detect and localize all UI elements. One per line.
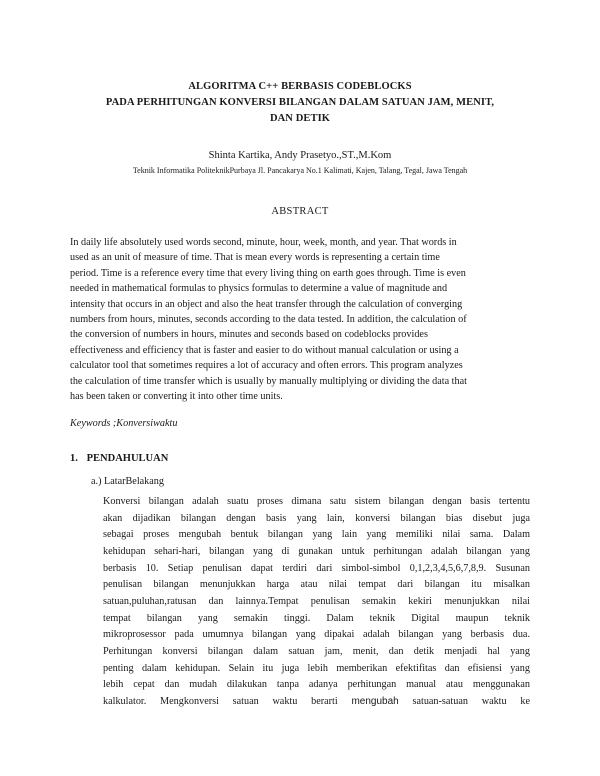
section-title: PENDAHULUAN	[86, 453, 169, 464]
title-line: PADA PERHITUNGAN KONVERSI BILANGAN DALAM SATUAN JAM, MENIT,	[105, 97, 495, 108]
abstract-line: In daily life absolutely used words second, minute, hour, week, month, and year. That words in	[70, 237, 457, 248]
abstract-body	[70, 235, 532, 404]
abstract-line: effectiveness and efficiency that is faster and easier to do without manual calculation or using a	[70, 344, 459, 356]
body-text-run-sans: mengubah	[351, 695, 399, 707]
abstract-line: needed in mathematical formulas to physics formulas to determine a value of magnitude and	[70, 283, 448, 295]
section-body	[103, 494, 530, 711]
section-number: 1.	[70, 453, 78, 464]
abstract-line: intensity that occurs in an object and also the heat transfer through the calculation of converging	[70, 298, 463, 310]
body-line-final	[103, 694, 530, 711]
body-line: Perhitungan konversi bilangan dalam satuan jam, menit, dan detik menjadi hal yang	[103, 645, 530, 657]
body-text-run: satuan-satuan waktu ke	[398, 695, 530, 707]
body-line: tempat bilangan yang semakin tinggi. Dalam teknik Digital maupun teknik	[103, 612, 530, 624]
authors: Shinta Kartika, Andy Prasetyo.,ST.,M.Kom	[208, 150, 392, 161]
body-line: lebih cepat dan mudah dilakukan tanpa adanya perhitungan manual atau menggunakan	[103, 679, 530, 691]
body-line: akan dijadikan bilangan dengan basis yang lain, konversi bilangan bias disebut juga	[103, 512, 530, 524]
title-line: ALGORITMA C++ BERBASIS CODEBLOCKS	[188, 81, 412, 92]
paper-title	[60, 79, 540, 127]
section-heading	[70, 452, 168, 466]
abstract-line: the calculation of time transfer which is usually by manually multiplying or dividing the data that	[70, 375, 467, 387]
abstract-line: has been taken or converting it into other time units.	[70, 391, 283, 403]
body-line: mikroprosessor pada umumnya bilangan yang dipakai adalah bilangan yang berbasis dua.	[103, 629, 530, 641]
abstract-heading: ABSTRACT	[271, 206, 329, 217]
keywords: Keywords ;Konversiwaktu	[70, 418, 178, 429]
subsection-heading: a.) LatarBelakang	[91, 476, 164, 487]
body-line: penulisan bilangan menunjukkan harga atau nilai tempat dari bilangan itu misalkan	[103, 579, 530, 591]
abstract-line: the conversion of numbers in hours, minutes and seconds based on codeblocks provides	[70, 329, 428, 341]
body-line: penting dalam kehidupan. Selain itu juga lebih memberikan efektifitas dan efisiensi yang	[103, 662, 530, 674]
body-text-run: kalkulator. Mengkonversi satuan waktu berarti	[103, 695, 352, 707]
title-line: DAN DETIK	[269, 113, 331, 124]
affiliation: Teknik Informatika PoliteknikPurbaya Jl. Pancakarya No.1 Kalimati, Kajen, Talang, Tegal, Jawa Tengah	[132, 166, 468, 175]
abstract-line: numbers from hours, minutes, seconds according to the data tested. In addition, the calculation of	[70, 314, 467, 326]
body-line: Konversi bilangan adalah suatu proses dimana satu sistem bilangan dengan basis tertentu	[103, 496, 530, 507]
body-line: kehidupan sehari-hari, bilangan yang di gunakan untuk perhitungan adalah bilangan yang	[103, 545, 530, 557]
body-line: sebagai proses mengubah bentuk bilangan yang lain yang memiliki nilai sama. Dalam	[103, 529, 530, 541]
abstract-line: calculator tool that sometimes requires a lot of accuracy and often errors. This program analyzes	[70, 360, 463, 372]
abstract-line: used as an unit of measure of time. That is mean every words is representing a certain time	[70, 252, 440, 264]
body-line: berbasis 10. Setiap penulisan dapat terdiri dari simbol-simbol 0,1,2,3,4,5,6,7,8,9. Susunan	[103, 562, 530, 574]
body-line: satuan,puluhan,ratusan dan lainnya.Tempat penulisan semakin kekiri menunjukkan nilai	[103, 595, 530, 607]
abstract-line: period. Time is a reference every time that every living thing on earth goes through. Time is even	[70, 267, 466, 279]
